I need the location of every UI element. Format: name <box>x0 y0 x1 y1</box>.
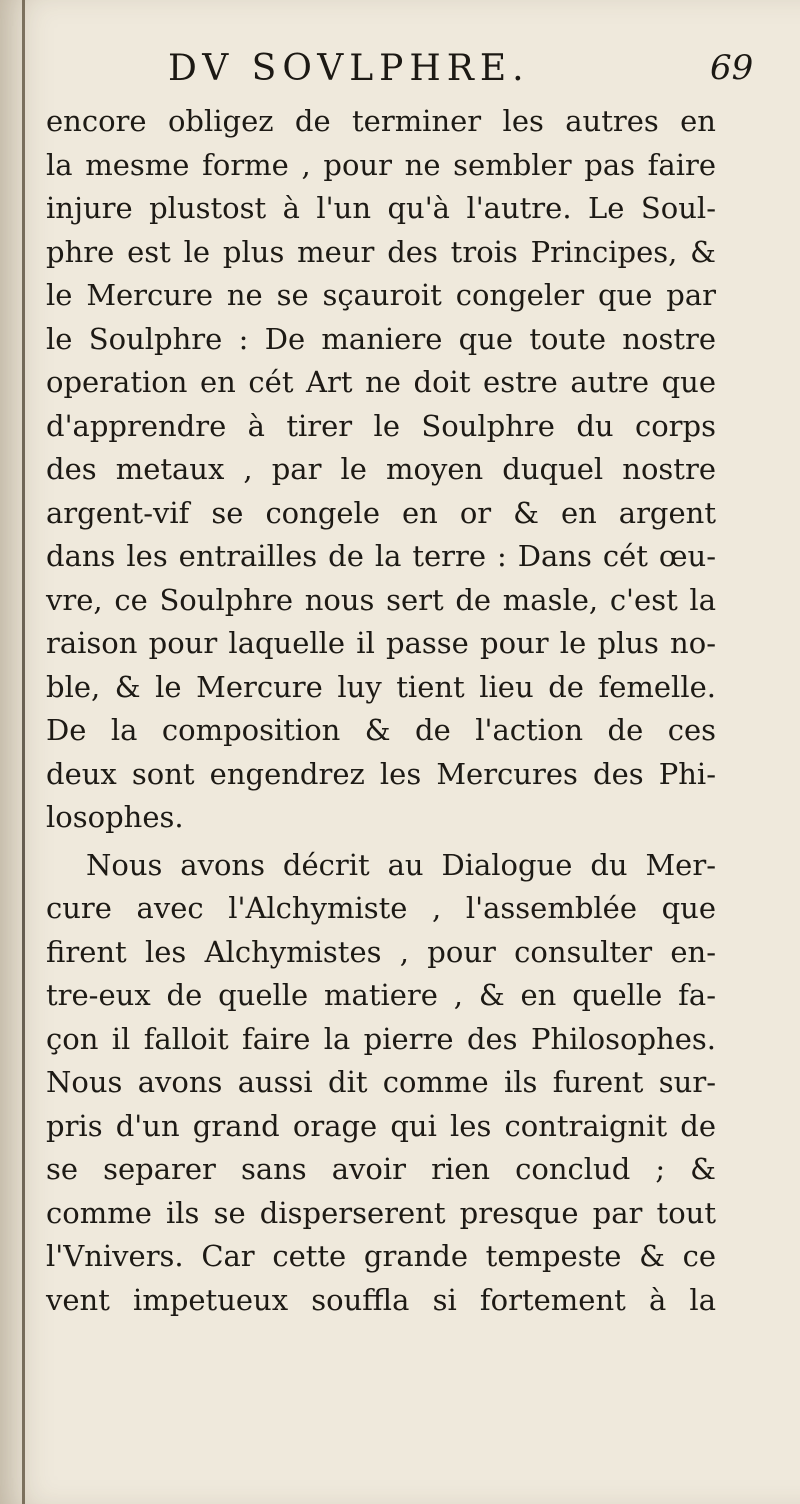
text-line: vre, ce Soulphre nous sert de masle, c'est la <box>46 582 716 617</box>
text-line: ble, & le Mercure luy tient lieu de femelle. <box>46 669 716 704</box>
text-line: operation en cét Art ne doit estre autre que <box>46 365 716 399</box>
running-title: DV SOVLPHRE. <box>168 48 530 89</box>
text-line: çon il falloit faire la pierre des Philosophes. <box>46 1021 716 1056</box>
paragraph-2 <box>46 844 716 1323</box>
text-line: comme ils se disperserent presque par tout <box>46 1195 716 1230</box>
text-line: pris d'un grand orage qui les contraignit de <box>46 1108 716 1143</box>
paragraph-1 <box>46 100 716 840</box>
text-line: tre-eux de quelle matiere , & en quelle fa- <box>46 978 716 1012</box>
binding-gutter <box>22 0 25 1504</box>
page-number: 69 <box>710 48 754 88</box>
text-line: Nous avons aussi dit comme ils furent sur- <box>46 1065 716 1099</box>
text-line: le Mercure ne se sçauroit congeler que par <box>46 278 716 312</box>
text-line: Nous avons décrit au Dialogue du Mer- <box>86 847 716 882</box>
text-line: injure plustost à l'un qu'à l'autre. Le Soul- <box>46 191 716 225</box>
text-line: la mesme forme , pour ne sembler pas faire <box>46 147 716 182</box>
body-text <box>46 100 716 1322</box>
text-line: phre est le plus meur des trois Principes, & <box>46 234 716 269</box>
text-line: se separer sans avoir rien conclud ; & <box>46 1152 716 1186</box>
text-line: d'apprendre à tirer le Soulphre du corps <box>46 408 716 443</box>
text-line: deux sont engendrez les Mercures des Phi- <box>46 756 716 791</box>
text-line: encore obligez de terminer les autres en <box>46 104 716 138</box>
text-line: dans les entrailles de la terre : Dans cét œu- <box>46 539 716 573</box>
text-line: des metaux , par le moyen duquel nostre <box>46 452 716 486</box>
text-line: le Soulphre : De maniere que toute nostre <box>46 321 716 356</box>
text-line: losophes. <box>46 800 184 834</box>
text-line: argent-vif se congele en or & en argent <box>46 495 716 530</box>
text-line: De la composition & de l'action de ces <box>46 713 716 747</box>
text-line: vent impetueux souffla si fortement à la <box>46 1282 716 1317</box>
text-line: l'Vnivers. Car cette grande tempeste & ce <box>46 1239 716 1273</box>
page-header <box>0 40 800 100</box>
text-line: firent les Alchymistes , pour consulter en- <box>46 934 716 969</box>
text-line: raison pour laquelle il passe pour le plus no- <box>46 626 716 660</box>
text-line: cure avec l'Alchymiste , l'assemblée que <box>46 891 716 925</box>
